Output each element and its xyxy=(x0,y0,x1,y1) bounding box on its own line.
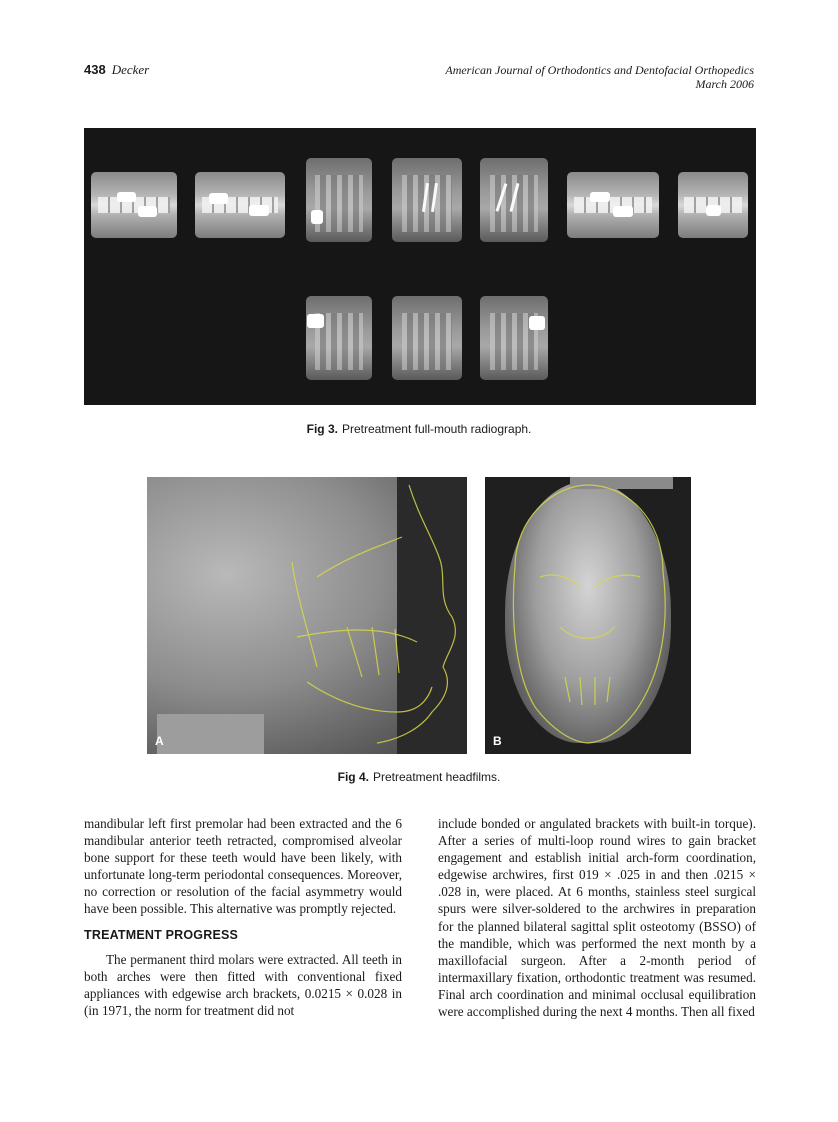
ceph-tracing-pa xyxy=(485,477,691,754)
radiograph-film-bitewing-2 xyxy=(195,172,285,238)
radiograph-film-bitewing-1 xyxy=(91,172,177,238)
paragraph: include bonded or angulated brackets with built-in torque). After a series of multi-loop round wires to gain bracket engagement and establish initial arch-form coordination, edgewise archwires, first 019 × .025 in and then .0215 × .028 in, were placed. At 6 months, stainless steel surgical spurs were silver-soldered to the archwires in preparation for the planned bilateral sagittal split osteotomy (BSSO) of the mandible, which was performed the next month by a maxillofacial surgeon. After a 2-month period of intermaxillary fixation, orthodontic treatment was resumed. Final arch coordination and minimal occlusal equilibration were accomplished during the next 4 months. Then all fixed xyxy=(438,816,756,1020)
issue-date: March 2006 xyxy=(695,77,754,91)
figure-3-radiograph-series xyxy=(84,128,756,405)
panel-label-b: B xyxy=(493,734,502,748)
figure-4-label: Fig 4. xyxy=(337,770,369,784)
figure-3-label: Fig 3. xyxy=(306,422,338,436)
radiograph-film-periapical-2 xyxy=(392,158,462,242)
body-column-left xyxy=(84,815,402,1019)
radiograph-film-periapical-3 xyxy=(480,158,548,242)
ceph-label-plate xyxy=(157,714,264,754)
radiograph-film-bitewing-3 xyxy=(567,172,659,238)
figure-4-caption-text: Pretreatment headfilms. xyxy=(372,770,501,784)
radiograph-film-periapical-6 xyxy=(480,296,548,380)
figure-4-caption xyxy=(0,770,838,784)
figure-4a-lateral-cephalogram xyxy=(147,477,467,754)
running-header-right xyxy=(445,63,754,91)
page-number: 438 xyxy=(84,62,106,77)
radiograph-film-periapical-5 xyxy=(392,296,462,380)
panel-label-a: A xyxy=(155,734,164,748)
figure-4b-posteroanterior-cephalogram xyxy=(485,477,691,754)
running-header-left xyxy=(84,62,149,78)
paragraph: The permanent third molars were extracted. All teeth in both arches were then fitted with conventional fixed appliances with edgewise arch brackets, 0.0215 × 0.028 in (in 1971, the norm for treatment did not xyxy=(84,951,402,1018)
section-heading-treatment-progress: TREATMENT PROGRESS xyxy=(84,927,239,942)
figure-3-caption-text: Pretreatment full-mouth radiograph. xyxy=(341,422,532,436)
radiograph-film-bitewing-4 xyxy=(678,172,748,238)
running-author: Decker xyxy=(111,62,150,77)
paragraph: mandibular left first premolar had been extracted and the 6 mandibular anterior teeth retracted, compromised alveolar bone support for these teeth would have been likely, with unfortunate long-term periodontal consequences. Moreover, no correction or resolution of the facial asymmetry would have been possible. This alternative was promptly rejected. xyxy=(84,816,402,917)
figure-3-caption xyxy=(0,422,838,436)
journal-title: American Journal of Orthodontics and Dentofacial Orthopedics xyxy=(445,63,754,77)
body-column-right xyxy=(438,815,756,1020)
radiograph-film-periapical-4 xyxy=(306,296,372,380)
ceph-tracing-lateral xyxy=(147,477,467,754)
radiograph-film-periapical-1 xyxy=(306,158,372,242)
